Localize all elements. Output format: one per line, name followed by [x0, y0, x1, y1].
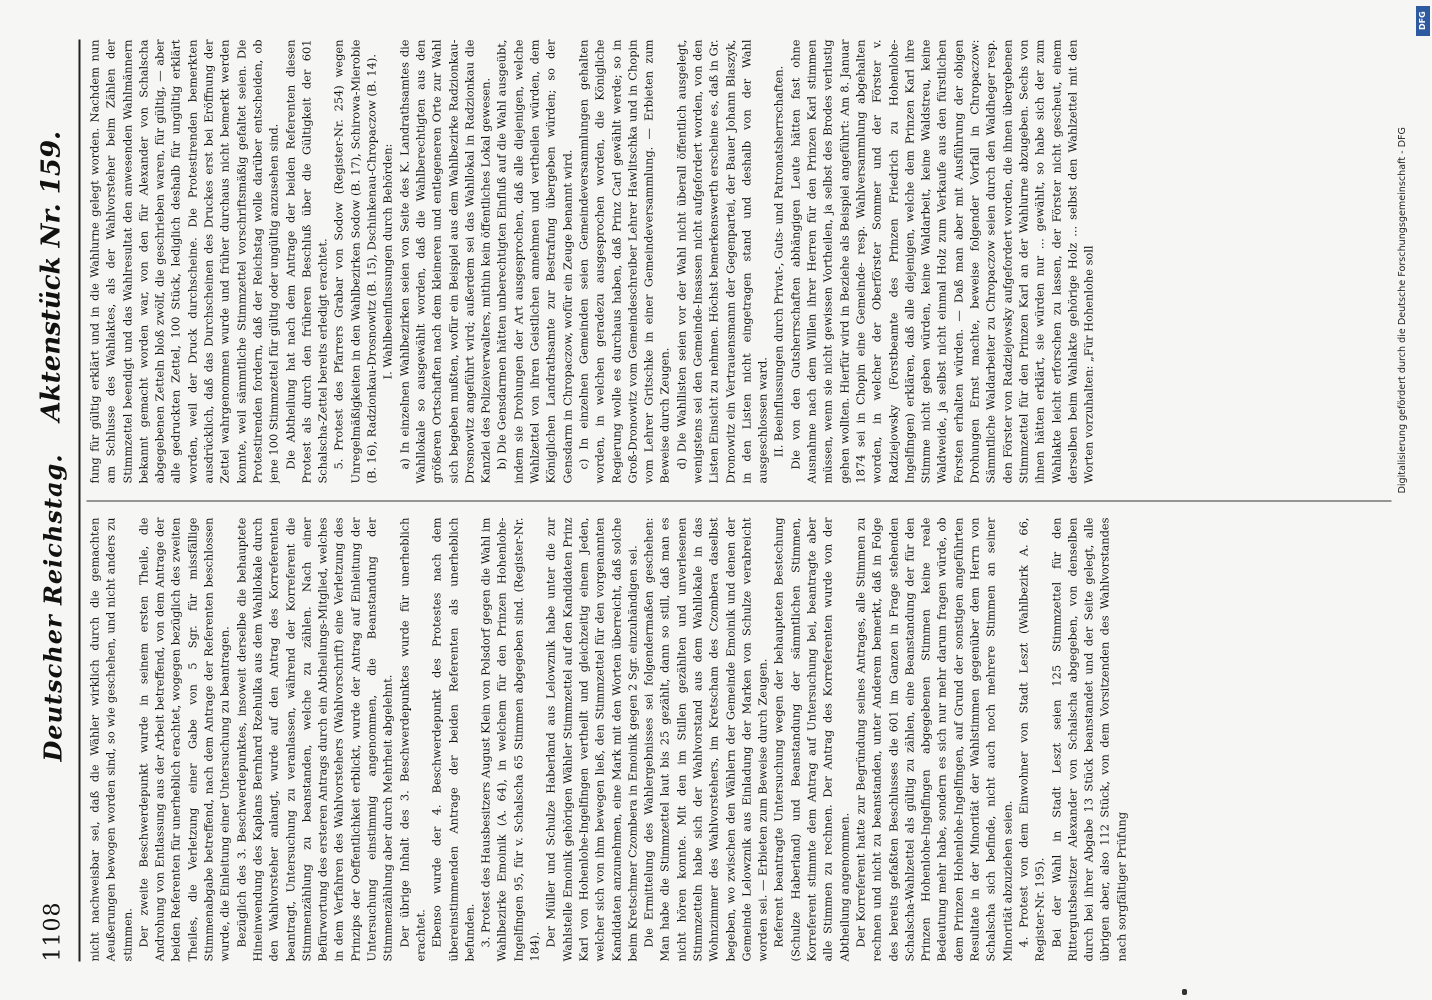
- document-reference: Aktenstück Nr. 159.: [36, 130, 67, 422]
- paragraph: Die Abtheilung hat nach dem Antrage der beiden Referenten diesen Protest als durch den früheren Beschluß über die Gültigkeit der 601 Schalscha-Zettel bereits erledigt erachtet.: [283, 39, 330, 484]
- section-heading: II. Beeinflussungen durch Privat-, Guts- und Patronatsherrschaften.: [771, 65, 786, 458]
- paragraph: Bezüglich des 3. Beschwerdepunktes, insoweit derselbe die behauptete Hineinwendung des Kaplans Bernhard Rzehulka aus dem Wahllokale durch den Wahlvorsteher anlangt, wurde auf den Antrag des Korreferenten beantragt, Untersuchung zu veranlassen, während der Korreferent die Stimmenzählung zu beanstanden, welche zu zählen. Nach einer Befürwortung des ersteren Antrags durch ein Abtheilungs-Mitglied, welches in dem Verfahren des Wahlvorstehers (Wahlvorschrift) eine Verletzung des Prinzips der Oeffentlichkeit erblickt, wurde der Antrag auf Einleitung der Untersuchung einstimmig angenommen, die Beanstandung der Stimmenzählung aber durch Mehrheit abgelehnt.: [234, 517, 395, 962]
- paragraph: Bei der Wahl in Stadt Leszt seien 125 Stimmzettel für den Rittergutsbesitzer Alexander von Schalscha abgegeben, von denselben durch bei ihrer Abgabe 13 Stück beanstandet und der Seite gelegt, alle übrigen aber, also 112 Stück, von dem Vorsitzenden des Wahlvorstandes nach sorgfältiger Prüfung: [1049, 517, 1129, 962]
- rotated-print-page: [29, 26, 1404, 976]
- paragraph: Der zweite Beschwerdepunkt wurde in seinem ersten Theile, die Androhung von Entlassung aus der Arbeit betreffend, von dem Antrage der beiden Referenten für unerheblich erachtet, wogegen bezüglich des zweiten Theiles, die Verletzung einer Gabe von 5 Sgr. für missfällige Stimmenabgabe betreffend, nach dem Antrage der Referenten beschlossen wurde, die Einleitung einer Untersuchung zu beantragen.: [136, 517, 232, 962]
- text-column-right: [87, 40, 1392, 484]
- paragraph: fung für gültig erklärt und in die Wahlurne gelegt worden. Nachdem nun am Schlusse des Wahlaktes, als der Wahlvorsteher beim Zählen der Stimmzettel beendigt und das Wahlresultat den anwesenden Wahlmännern bekannt gemacht worden war, von den für Alexander von Schalscha abgegebenen Zetteln bloß zwölf, die geschrieben waren, für gültig, — aber alle gedruckten Zettel, 100 Stück, lediglich deshalb für ungültig erklärt worden, weil der Druck durchscheine. Die Protestirenden bemerkten ausdrücklich, daß das Durchscheinen des Druckes erst bei Eröffnung der Zettel wahrgenommen wurde und früher durchaus nicht bemerkt werden konnte, weil sämmtliche Stimmzettel vorschriftsmäßig gefaltet seien. Die Protestirenden fordern, daß der Reichstag wolle darüber entscheiden, ob jene 100 Stimmzettel für gültig oder ungültig anzusehen sind.: [87, 39, 281, 484]
- paragraph: Der übrige Inhalt des 3. Beschwerdepunktes wurde für unerheblich erachtet.: [397, 517, 428, 962]
- paragraph: Ebenso wurde der 4. Beschwerdepunkt des Protestes nach dem übereinstimmenden Antrage der beiden Referenten als unerheblich befunden.: [429, 517, 477, 962]
- paragraph: c) In einzelnen Gemeinden seien Gemeindeversammlungen gehalten worden, in welchen geradezu ausgesprochen worden, die Königliche Regierung wolle es durchaus haben, daß Prinz Carl gewählt werde; so in Groß-Dronowitz vom Gemeindeschreiber Lehrer Hawlitschka und in Chopin vom Lehrer Gritschke in einer Gemeindeversammlung. — Erbieten zum Beweise durch Zeugen.: [576, 39, 672, 484]
- paragraph: d) Die Wahllisten seien vor der Wahl nicht überall öffentlich ausgelegt, wenigstens sei den Gemeinde-Insassen nicht aufgefordert worden, von den Listen Einsicht zu nehmen. Höchst bemerkenswerth erscheine es, daß in Gr. Dronowitz ein Vertrauensmann der Gegenpartei, der Bauer Johann Blaszyk, in den Listen nicht eingetragen stand und deshalb von der Wahl ausgeschlossen ward.: [674, 39, 770, 484]
- paragraph: 5. Protest des Pfarrers Grabar von Sodow (Register-Nr. 254) wegen Unregelmäßigkeiten in den Wahlbezirken Sodow (B. 17), Schirowa-Mierobie (B. 16), Radzionkau-Drosnowitz (B. 15), Dschinkenau-Chropaczow (B. 14).: [331, 39, 379, 484]
- paragraph: nicht nachweisbar sei, daß die Wähler wirklich durch die gemachten Aeußerungen bewogen worden sind, so wie geschehen, und nicht anders zu stimmen.: [87, 517, 135, 962]
- running-head: [37, 40, 77, 962]
- dfg-logo: DFG: [1416, 6, 1430, 36]
- page-number: 1108: [40, 901, 66, 962]
- header-rule: [79, 40, 81, 962]
- text-column-left: [87, 518, 1392, 962]
- scan-speck: [1182, 989, 1187, 995]
- journal-title: Deutscher Reichstag.: [38, 453, 68, 762]
- paragraph: Referent beantragte Untersuchung wegen der behaupteten Bestechung (Schulze Haberland) und Beanstandung der sämmtlichen Stimmen, Korreferent stimmte dem Antrag auf Untersuchung bei, beantragte aber alle Stimmen zu rechnen. Der Antrag des Korreferenten wurde von der Abtheilung angenommen.: [771, 517, 852, 962]
- column-divider: [87, 501, 1392, 502]
- paragraph: Die von den Gutsherrschaften abhängigen Leute hätten fast ohne Ausnahme nach dem Willen ihrer Herren für den Prinzen Karl stimmen müssen, wenn sie nicht gewissen Vortheilen, ja selbst des Brodes verlustig gehen wollten. Hierfür wird in Beziehe als Beispiel angeführt: Am 8. Januar 1874 sei in Chopin eine Gemeinde- resp. Wahlversammlung abgehalten worden, in welcher der Oberförster Sommer und der Förster v. Radziejowsky (Forstbeamte des Prinzen Friedrich zu Hohenlohe-Ingelfingen) erklären, daß alle diejenigen, welche dem Prinzen Karl ihre Stimme nicht geben würden, keine Waldarbeit, keine Waldstreu, keine Waldweide, ja selbst nicht einmal Holz zum Verkaufe aus den fürstlichen Forsten erhalten würden. — Daß man aber mit Ausführung der obigen Drohungen Ernst machte, beweise folgender Vorfall in Chropaczow: Sämmtliche Waldarbeiter zu Chropaczow seien durch den Waldheger resp. den Förster von Radziejowsky aufgefordert worden, die ihnen übergebenen Stimmzettel für den Prinzen Karl an der Wahlurne abzugeben. Sechs von ihnen hätten erklärt, sie würden nur ... gewählt, so habe sich der zum Wahlakte leicht erforschen zu lassen, der Förster nicht gescheut, einem derselben beim Wahlakte gehörige Holz ... selbst den Wahlzettel mit den Worten vorzuhalten: „Für Hohenlohe soll: [788, 39, 1096, 484]
- paragraph: 4. Protest von dem Einwohner von Stadt Leszt (Wahlbezirk A. 66, Register-Nr. 195).: [1016, 517, 1047, 962]
- paragraph: a) In einzelnen Wahlbezirken seien von Seite des K. Landrathsamtes die Wahllokale so ausgewählt worden, daß die Wahlberechtigten aus den größeren Ortschaften nach dem kleineren und entlegeneren Orte zur Wahl sich begeben mußten, wofür ein Beispiel aus dem Wahlbezirke Radzionkau-Drosnowitz angeführt wird; außerdem sei das Wahllokal in Radzionkau die Kanzlei des Polizeiverwalters, mithin kein öffentliches Lokal gewesen.: [397, 39, 493, 484]
- digitization-credit: Digitalisierung gefördert durch die Deutsche Forschungsgemeinschaft - DFG: [1397, 127, 1408, 494]
- paragraph: Die Ermittelung des Wahlergebnisses sei folgendermaßen geschehen: Man habe die Stimmzettel laut bis 25 gezählt, dann so still, daß man es nicht hören konnte. Mit den im Stillen gezählten und unverlesenen Stimmzetteln habe sich der Wahlvorstand aus dem Wahllokale in das Wohnzimmer des Wahlvorstehers, im Kretscham des Czombera daselbst begeben, wo zwischen den Wählern der Gemeinde Emoinik und denen der Gemeinde Lelowznik aus Einladung der Marken von Schulze verabreicht worden sei. — Erbieten zum Beweise durch Zeugen.: [641, 517, 770, 962]
- paragraph: b) Die Gensdarmen hätten unberechtigten Einfluß auf die Wahl ausgeübt, indem sie Drohungen der Art ausgesprochen, daß alle diejenigen, welche Wahlzettel von ihren Geistlichen annehmen und vertheilen würden, dem Königlichen Landrathsamte zur Bestrafung übergeben würden; so der Gensdarm in Chropaczow, wofür ein Zeuge benannt wird.: [494, 39, 575, 484]
- paragraph: Der Müller und Schulze Haberland aus Lelowznik habe unter die zur Wahlstelle Emoinik gehörigen Wähler Stimmzettel auf den Kandidaten Prinz Karl von Hohenlohe-Ingelfingen vertheilt und gleichzeitig einem Jeden, welcher sich von ihm bewegen ließ, den Stimmzettel für den vorgenannten Kandidaten anzunehmen, eine Mark mit den Worten überreicht, daß solche beim Kretschmer Czombera in Emoinik gegen 2 Sgr. einzuhändigen sei.: [543, 517, 640, 962]
- paragraph: 3. Protest des Hausbesitzers August Klein von Polsdorf gegen die Wahl im Wahlbezirke Emoinik (A. 64), in welchem für den Prinzen Hohenlohe-Ingelfingen 95, für v. Schalscha 65 Stimmen abgegeben sind. (Register-Nr. 184).: [478, 517, 542, 962]
- paragraph: Der Korreferent hatte zur Begründung seines Antrages, alle Stimmen zu rechnen und nicht zu beanstanden, unter Anderem bemerkt, daß in Folge des bereits gefaßten Beschlusses die 601 im Ganzen in Frage stehenden Schalscha-Wahlzettel als gültig zu zählen, eine Beanstandung der für den Prinzen Hohenlohe-Ingelfingen abgegebenen Stimmen keine reale Bedeutung mehr habe, sondern es sich nur mehr darum fragen würde, ob dem Prinzen Hohenlohe-Ingelfingen, auf Grund der sonstigen angeführten Resultate in der Minorität der Wahlstimmen gegenüber dem Herrn von Schalscha sich befinde, nicht auch noch mehrere Stimmen an seiner Minorität abzuziehen seien.: [853, 517, 1015, 962]
- section-heading: I. Wahlbeeinflussungen durch Behörden:: [380, 143, 395, 380]
